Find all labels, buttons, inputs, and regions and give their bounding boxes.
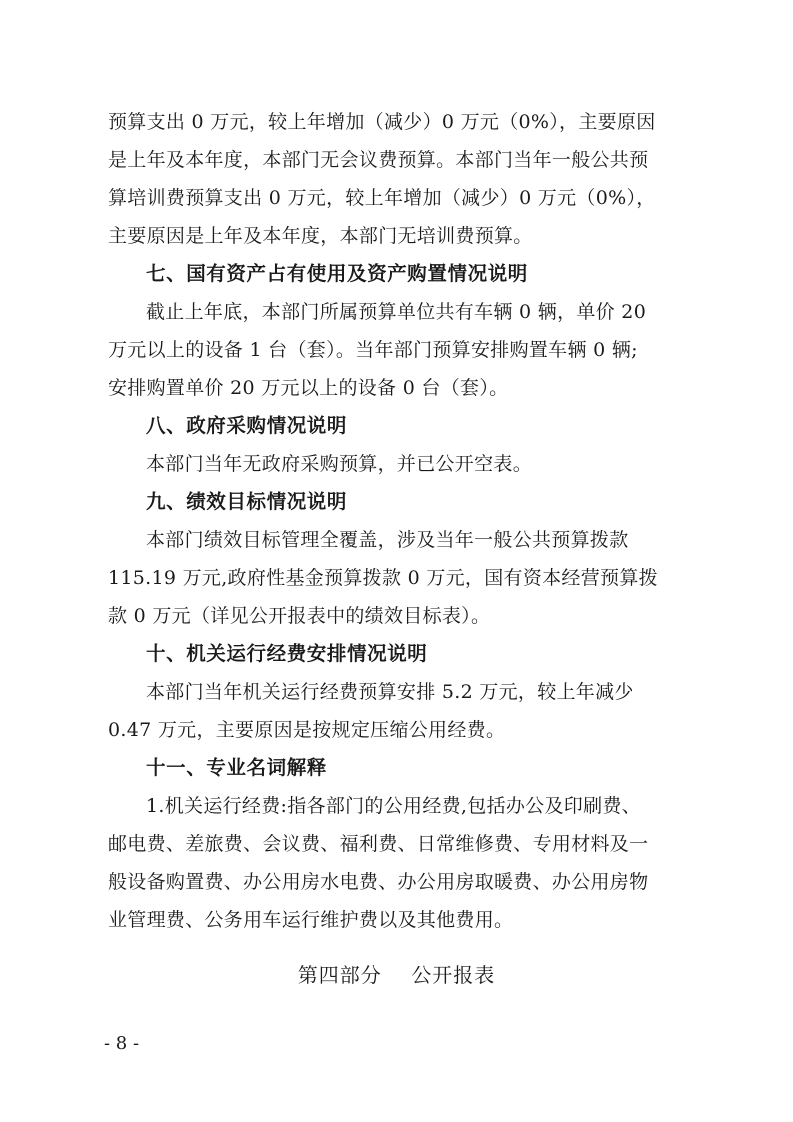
- paragraph-line: 安排购置单价 20 万元以上的设备 0 台（套）。: [108, 377, 509, 399]
- paragraph-line: 万元以上的设备 1 台（套）。当年部门预算安排购置车辆 0 辆;: [108, 339, 638, 361]
- paragraph-line: 款 0 万元（详见公开报表中的绩效目标表）。: [108, 605, 491, 627]
- paragraph-line: 1.机关运行经费:指各部门的公用经费,包括办公及印刷费、: [146, 795, 641, 817]
- paragraph-line: 截止上年底，本部门所属预算单位共有车辆 0 辆，单价 20: [146, 301, 647, 323]
- paragraph-line: 预算支出 0 万元，较上年增加（减少）0 万元（0%），主要原因: [108, 111, 656, 133]
- paragraph-line: 邮电费、差旅费、会议费、福利费、日常维修费、专用材料及一: [108, 833, 649, 855]
- page-number: - 8 -: [104, 1033, 140, 1054]
- paragraph-line: 0.47 万元，主要原因是按规定压缩公用经费。: [108, 719, 506, 741]
- paragraph-line: 算培训费预算支出 0 万元，较上年增加（减少）0 万元（0%），: [108, 187, 656, 209]
- section-heading-8: 八、政府采购情况说明: [146, 414, 348, 437]
- section-heading-9: 九、绩效目标情况说明: [146, 490, 348, 513]
- paragraph-line: 115.19 万元,政府性基金预算拨款 0 万元，国有资本经营预算拨: [108, 567, 658, 589]
- section-heading-11: 十一、专业名词解释: [146, 756, 327, 779]
- paragraph-line: 主要原因是上年及本年度，本部门无培训费预算。: [108, 225, 533, 247]
- paragraph-line: 本部门当年无政府采购预算，并已公开空表。: [146, 453, 533, 475]
- section-heading-10: 十、机关运行经费安排情况说明: [146, 642, 428, 665]
- paragraph-line: 业管理费、公务用车运行维护费以及其他费用。: [108, 909, 514, 931]
- section-heading-7: 七、国有资产占有使用及资产购置情况说明: [146, 262, 528, 285]
- part-title: 第四部分 公开报表: [297, 963, 496, 987]
- paragraph-line: 般设备购置费、办公用房水电费、办公用房取暖费、办公用房物: [108, 871, 649, 893]
- paragraph-line: 本部门当年机关运行经费预算安排 5.2 万元，较上年减少: [146, 681, 634, 703]
- paragraph-line: 本部门绩效目标管理全覆盖，涉及当年一般公共预算拨款: [146, 529, 629, 551]
- paragraph-line: 是上年及本年度，本部门无会议费预算。本部门当年一般公共预: [108, 149, 649, 171]
